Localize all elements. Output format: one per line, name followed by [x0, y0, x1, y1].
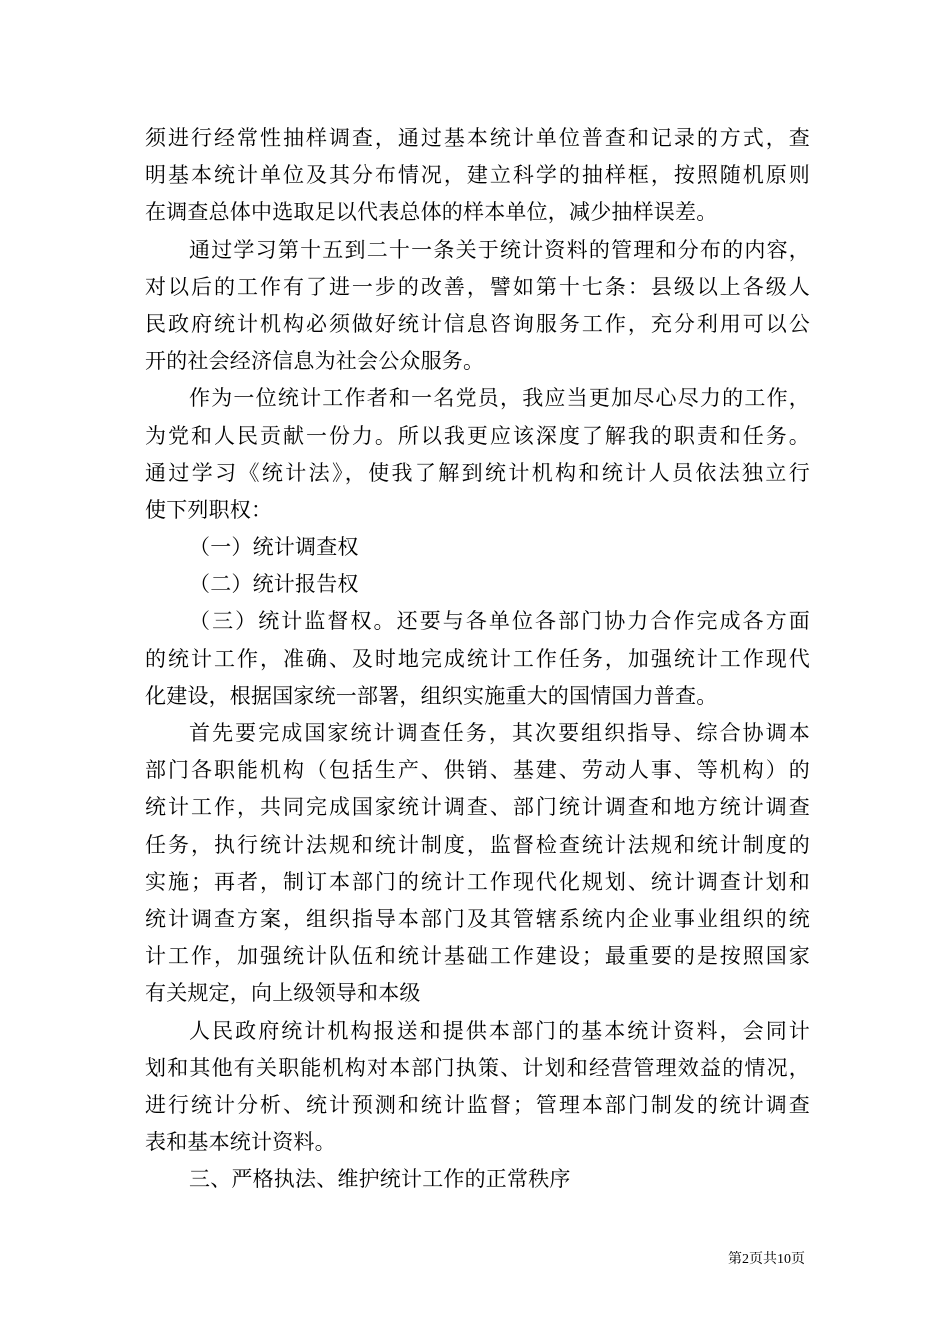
text-line: 的统计工作，准确、及时地完成统计工作任务，加强统计工作现代 — [145, 646, 810, 671]
text-line: 使下列职权： — [145, 497, 273, 522]
paragraph — [145, 380, 810, 529]
text-line: 表和基本统计资料。 — [145, 1130, 336, 1155]
paragraph — [145, 232, 810, 381]
paragraph — [145, 715, 810, 1013]
paragraph — [145, 566, 810, 603]
page-footer — [728, 1250, 805, 1269]
paragraph — [145, 603, 810, 715]
text-line: 计工作，加强统计队伍和统计基础工作建设；最重要的是按照国家 — [145, 944, 810, 969]
text-line: （三）统计监督权。还要与各单位各部门协力合作完成各方面 — [189, 609, 810, 634]
text-line: 民政府统计机构必须做好统计信息咨询服务工作，充分利用可以公 — [145, 311, 810, 336]
text-line: 统计调查方案，组织指导本部门及其管辖系统内企业事业组织的统 — [145, 906, 810, 931]
text-line: （二）统计报告权 — [189, 572, 359, 597]
total-pages-number: 10 — [777, 1252, 791, 1267]
text-line: 进行统计分析、统计预测和统计监督；管理本部门制发的统计调查 — [145, 1092, 810, 1117]
footer-suffix: 页 — [791, 1251, 805, 1267]
text-line: 实施；再者，制订本部门的统计工作现代化规划、统计调查计划和 — [145, 869, 810, 894]
text-line: 任务，执行统计法规和统计制度，监督检查统计法规和统计制度的 — [145, 832, 810, 857]
text-line: 对以后的工作有了进一步的改善，譬如第十七条：县级以上各级人 — [145, 274, 810, 299]
text-line: （一）统计调查权 — [189, 535, 359, 560]
document-body — [145, 120, 810, 1198]
footer-prefix: 第 — [728, 1251, 742, 1267]
paragraph — [145, 1013, 810, 1162]
text-line: 化建设，根据国家统一部署，组织实施重大的国情国力普查。 — [145, 683, 718, 708]
footer-middle: 页共 — [749, 1251, 777, 1267]
text-line: 首先要完成国家统计调查任务，其次要组织指导、综合协调本 — [189, 721, 810, 745]
text-line: 须进行经常性抽样调查，通过基本统计单位普查和记录的方式，查 — [145, 126, 810, 150]
text-line: 有关规定，向上级领导和本级 — [145, 981, 421, 1006]
paragraph — [145, 1161, 810, 1198]
text-line: 部门各职能机构（包括生产、供销、基建、劳动人事、等机构）的 — [145, 758, 810, 783]
current-page-number: 2 — [742, 1252, 749, 1267]
text-line: 通过学习《统计法》，使我了解到统计机构和统计人员依法独立行 — [145, 460, 810, 485]
text-line: 通过学习第十五到二十一条关于统计资料的管理和分布的内容， — [189, 237, 810, 262]
text-line: 明基本统计单位及其分布情况，建立科学的抽样框，按照随机原则 — [145, 163, 810, 188]
text-line: 统计工作，共同完成国家统计调查、部门统计调查和地方统计调查 — [145, 795, 810, 820]
paragraph — [145, 120, 810, 232]
text-line: 为党和人民贡献一份力。所以我更应该深度了解我的职责和任务。 — [145, 423, 810, 448]
text-line: 作为一位统计工作者和一名党员，我应当更加尽心尽力的工作， — [189, 386, 810, 411]
text-line: 人民政府统计机构报送和提供本部门的基本统计资料，会同计 — [189, 1018, 810, 1043]
text-line: 在调查总体中选取足以代表总体的样本单位，减少抽样误差。 — [145, 200, 718, 225]
text-line: 划和其他有关职能机构对本部门执策、计划和经营管理效益的情况， — [145, 1055, 810, 1080]
text-line: 三、严格执法、维护统计工作的正常秩序 — [189, 1167, 571, 1192]
paragraph — [145, 529, 810, 566]
text-line: 开的社会经济信息为社会公众服务。 — [145, 349, 485, 374]
